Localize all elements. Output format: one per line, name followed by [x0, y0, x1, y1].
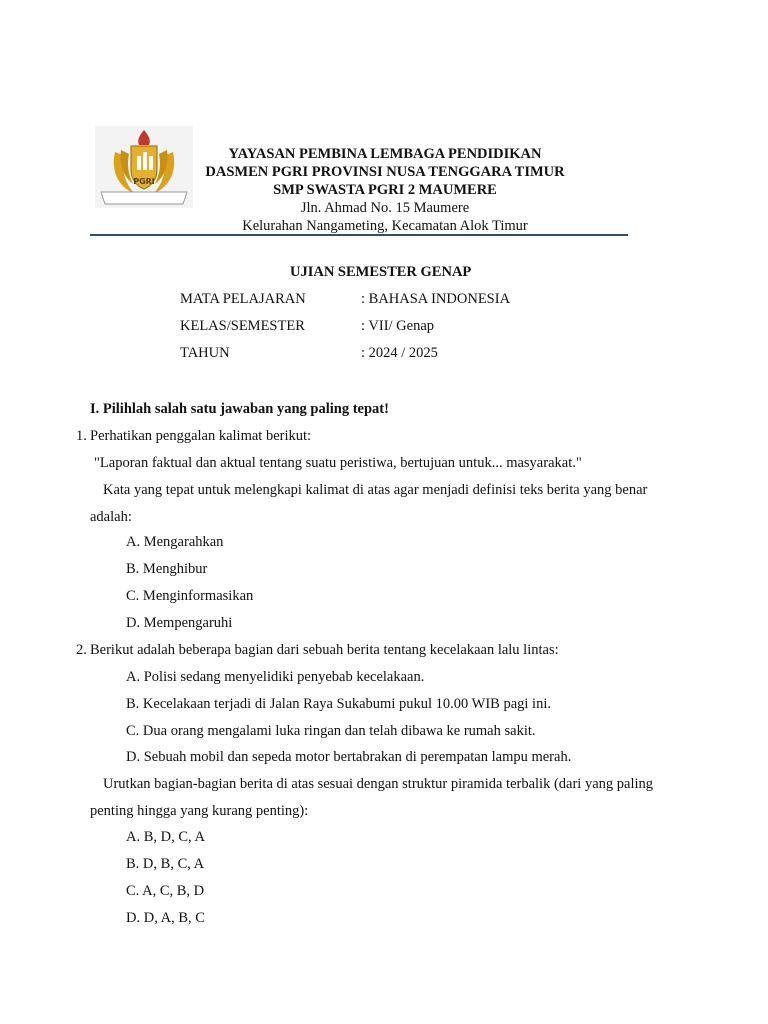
- question-quote: "Laporan faktual dan aktual tentang suatu peristiwa, bertujuan untuk... masyarakat.": [94, 455, 582, 471]
- question-text: Perhatikan penggalan kalimat berikut:: [90, 428, 312, 444]
- section-heading: I. Pilihlah salah satu jawaban yang paling tepat!: [90, 401, 389, 417]
- header-address: Jln. Ahmad No. 15 Maumere: [300, 200, 470, 216]
- answer-option: C. Menginformasikan: [126, 588, 254, 604]
- field-value-class: : VII/ Genap: [361, 318, 435, 334]
- answer-option: C. A, C, B, D: [126, 883, 205, 899]
- header-line-1: YAYASAN PEMBINA LEMBAGA PENDIDIKAN: [228, 146, 542, 162]
- answer-option: B. Menghibur: [126, 561, 208, 577]
- question-text: Berikut adalah beberapa bagian dari sebuah berita tentang kecelakaan lalu lintas:: [90, 642, 559, 658]
- answer-option: B. D, B, C, A: [126, 856, 205, 872]
- question-instruction: Urutkan bagian-bagian berita di atas sesuai dengan struktur piramida terbalik (dari yang paling: [103, 776, 654, 792]
- news-part: C. Dua orang mengalami luka ringan dan telah dibawa ke rumah sakit.: [126, 723, 536, 739]
- question-number: 1.: [76, 428, 87, 444]
- field-label-year: TAHUN: [180, 345, 230, 361]
- question-text: Kata yang tepat untuk melengkapi kalimat di atas agar menjadi definisi teks berita yang benar: [103, 482, 648, 498]
- news-part: B. Kecelakaan terjadi di Jalan Raya Sukabumi pukul 10.00 WIB pagi ini.: [126, 696, 551, 712]
- question-instruction: penting hingga yang kurang penting):: [90, 803, 309, 819]
- header-line-2: DASMEN PGRI PROVINSI NUSA TENGGARA TIMUR: [205, 164, 565, 180]
- field-label-subject: MATA PELAJARAN: [180, 291, 306, 307]
- answer-option: A. B, D, C, A: [126, 829, 205, 845]
- question-number: 2.: [76, 642, 87, 658]
- field-value-subject: : BAHASA INDONESIA: [361, 291, 511, 307]
- question-text: adalah:: [90, 509, 132, 525]
- answer-option: D. D, A, B, C: [126, 910, 205, 926]
- field-label-class: KELAS/SEMESTER: [180, 318, 305, 334]
- logo-text: PGRI: [133, 177, 155, 186]
- header-divider: [90, 234, 628, 236]
- field-value-year: : 2024 / 2025: [361, 345, 438, 361]
- header-line-3: SMP SWASTA PGRI 2 MAUMERE: [273, 182, 497, 198]
- exam-title: UJIAN SEMESTER GENAP: [290, 264, 472, 280]
- answer-option: D. Mempengaruhi: [126, 615, 233, 631]
- answer-option: A. Mengarahkan: [126, 534, 224, 550]
- header-area: Kelurahan Nangameting, Kecamatan Alok Timur: [242, 218, 528, 234]
- news-part: A. Polisi sedang menyelidiki penyebab kecelakaan.: [126, 669, 425, 685]
- news-part: D. Sebuah mobil dan sepeda motor bertabrakan di perempatan lampu merah.: [126, 749, 572, 765]
